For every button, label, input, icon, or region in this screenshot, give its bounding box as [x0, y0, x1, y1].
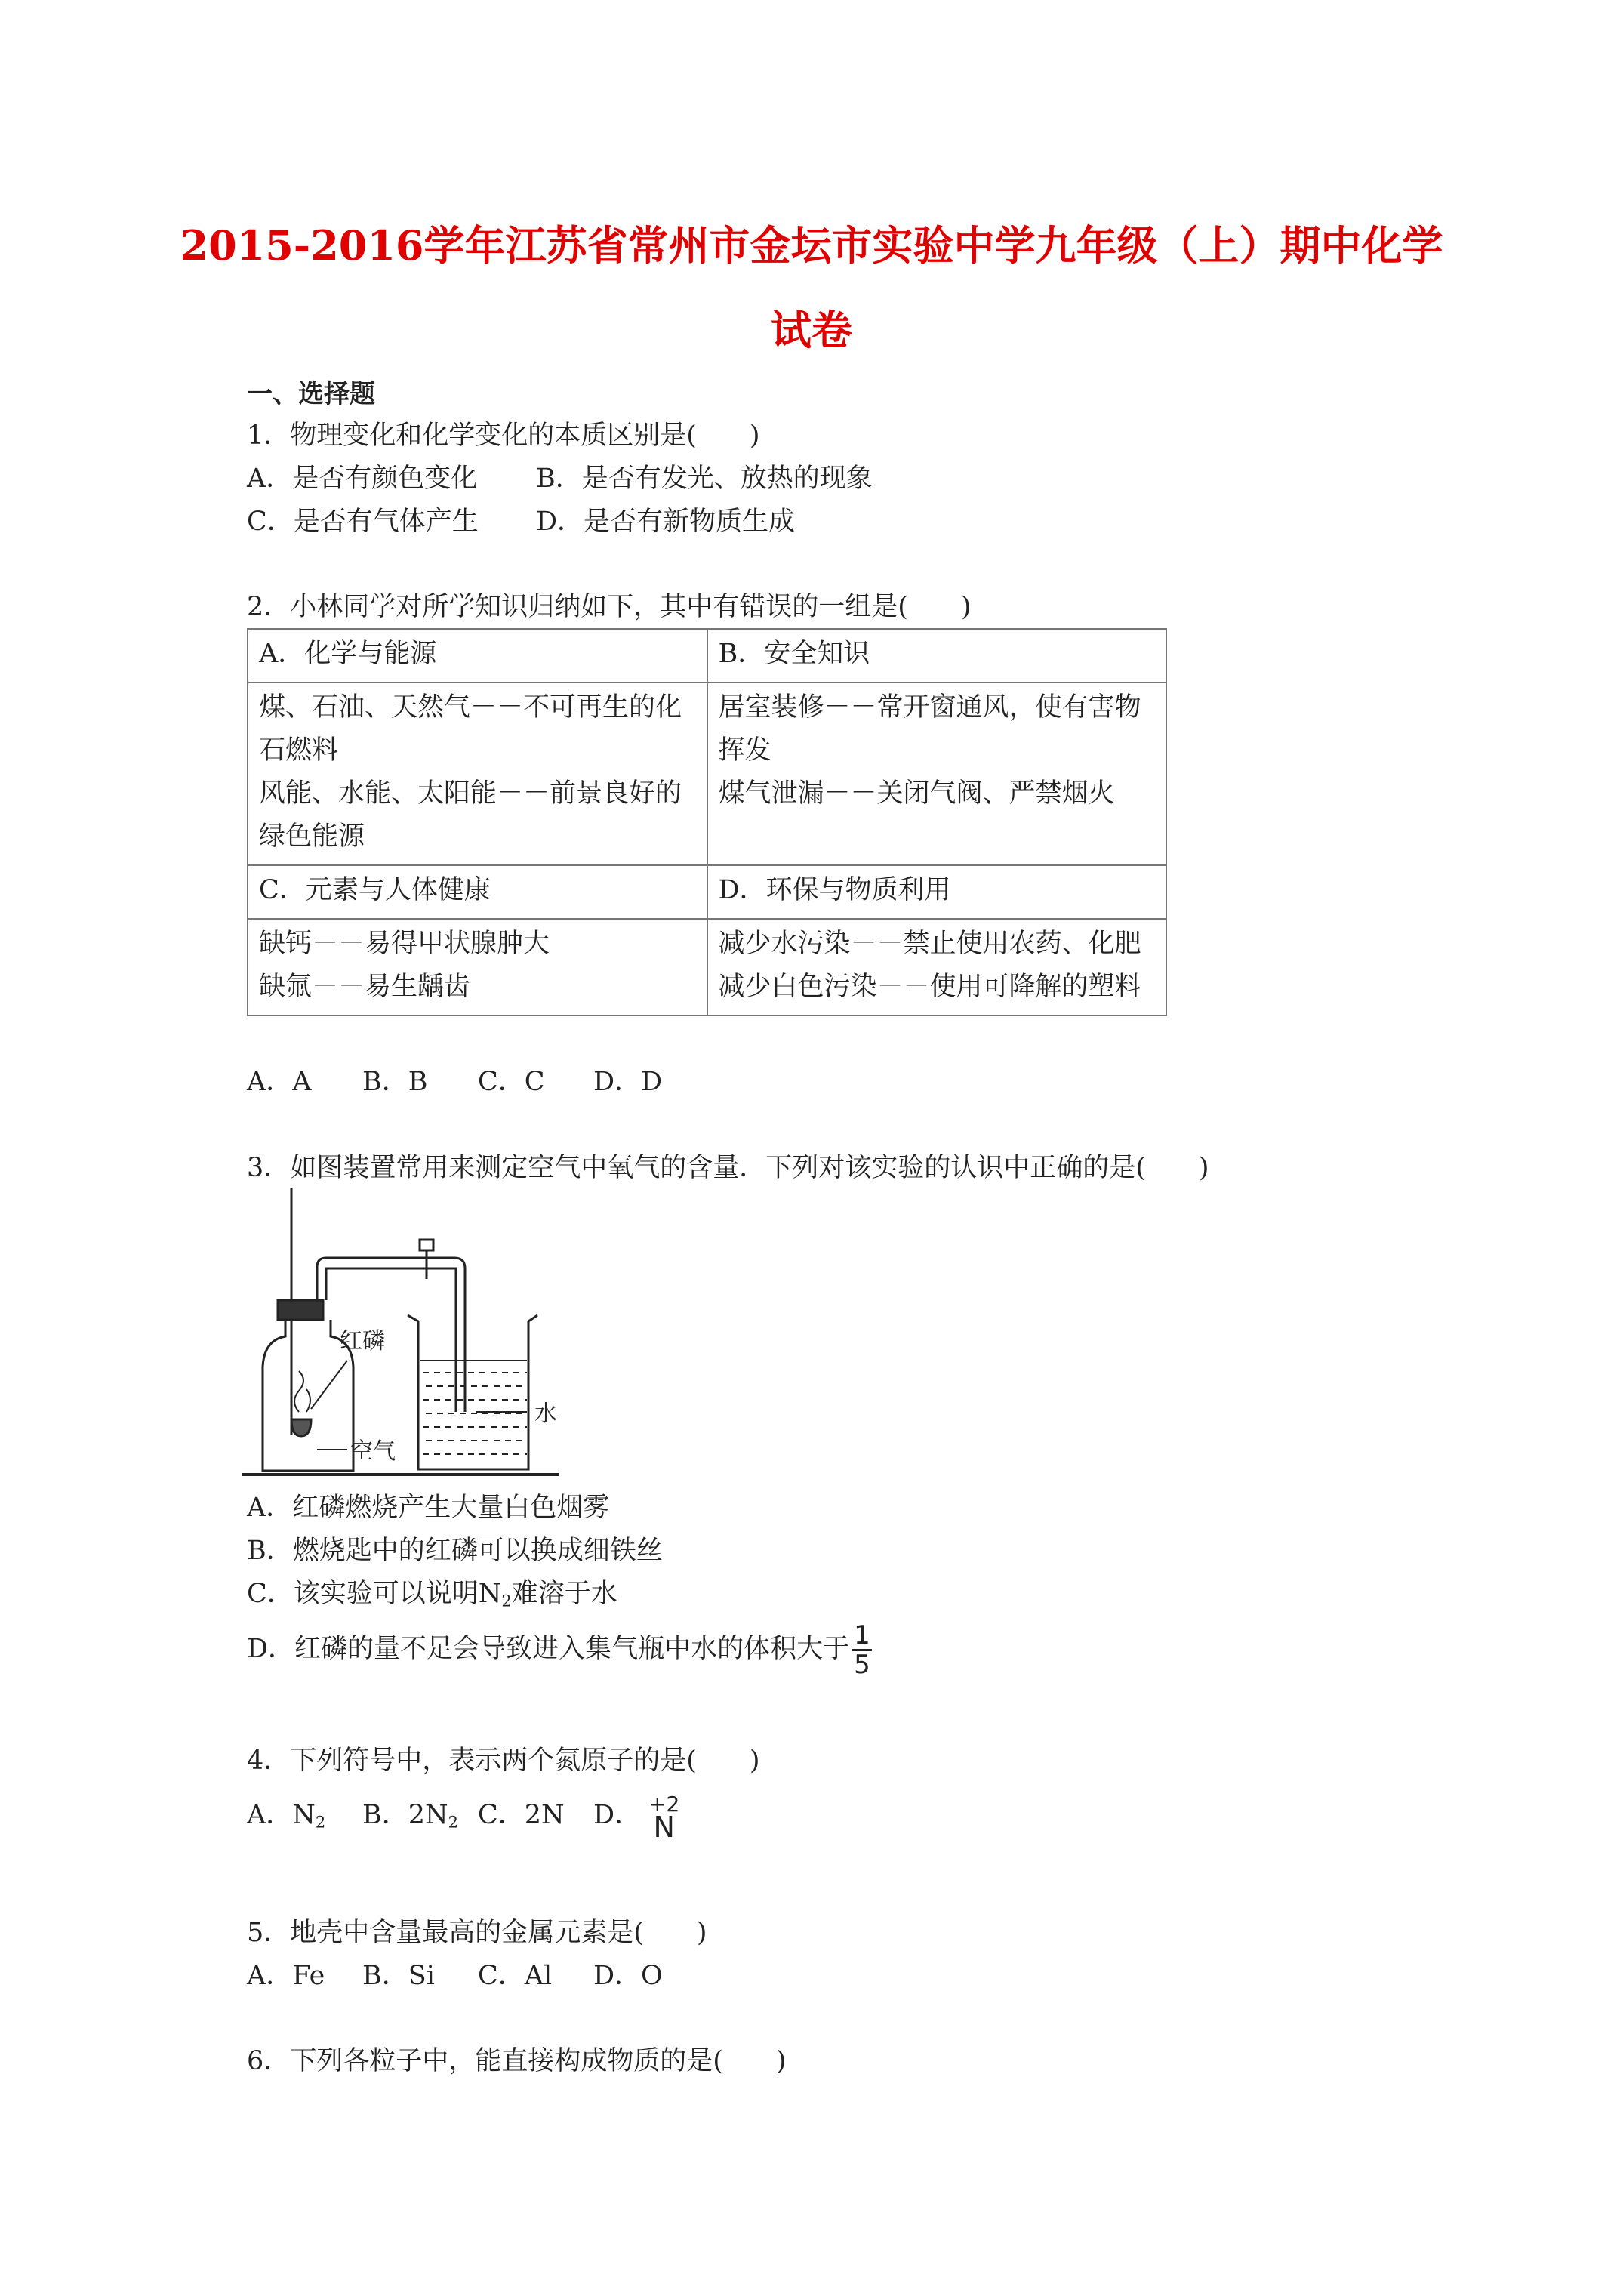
question-4-option-a-sub: 2: [315, 1812, 326, 1831]
question-4-option-d-text: D．: [593, 1799, 642, 1830]
question-4-option-a-text: A．N: [247, 1799, 316, 1830]
table-body-a-line1: 煤、石油、天然气－－不可再生的化石燃料: [259, 692, 682, 766]
question-3-option-c-post: 难溶于水: [511, 1579, 617, 1609]
combustion-spoon: [291, 1419, 311, 1436]
fraction-one-fifth: [852, 1622, 872, 1678]
question-2-option-a: A．A: [247, 1067, 312, 1097]
apparatus-diagram: [242, 1185, 559, 1480]
question-4-option-b-sub: 2: [448, 1812, 458, 1831]
valence-value: +2: [648, 1792, 680, 1817]
water-body: [423, 1373, 527, 1454]
question-3-option-d-text: D．红磷的量不足会导致进入集气瓶中水的体积大于: [247, 1634, 850, 1664]
question-4-option-a: [247, 1794, 362, 1832]
document-title-line1: 2015-2016学年江苏省常州市金坛市实验中学九年级（上）期中化学: [180, 221, 1443, 270]
table-body-b: [707, 683, 1167, 865]
question-2-option-c: C．C: [478, 1067, 545, 1097]
question-3-stem: 3．如图装置常用来测定空气中氧气的含量．下列对该实验的认识中正确的是( ): [247, 1153, 1209, 1183]
document-title-line2: 试卷: [771, 306, 852, 354]
question-1-options-row2: [247, 501, 795, 538]
label-pointer-red-p: [311, 1361, 347, 1409]
label-air: 空气: [350, 1438, 396, 1465]
question-4-options: [247, 1792, 680, 1844]
beaker: [408, 1315, 537, 1469]
question-5-option-c: C．Al: [478, 1961, 553, 1991]
label-water: 水: [534, 1401, 557, 1427]
question-5-option-b: B．Si: [362, 1961, 435, 1991]
element-symbol: N: [653, 1811, 675, 1844]
table-body-c-line1: 缺钙－－易得甲状腺肿大: [259, 929, 550, 959]
clamp-head: [420, 1240, 433, 1250]
knowledge-table: [247, 628, 1167, 1016]
table-head-d: D．环保与物质利用: [707, 865, 1167, 919]
smoke: [294, 1371, 303, 1412]
question-4-stem: 4．下列符号中，表示两个氮原子的是( ): [247, 1746, 760, 1776]
question-1-option-d: D．是否有新物质生成: [536, 507, 796, 537]
table-body-a-line2: 风能、水能、太阳能－－前景良好的绿色能源: [259, 778, 682, 852]
table-head-a: A．化学与能源: [248, 629, 707, 683]
question-2-option-b: B．B: [362, 1067, 428, 1097]
table-head-c: C．元素与人体健康: [248, 865, 707, 919]
valence-notation: [648, 1792, 680, 1844]
question-1-options-row1: [247, 458, 873, 495]
question-1-option-b: B．是否有发光、放热的现象: [536, 464, 873, 494]
question-1-option-a: A．是否有颜色变化: [247, 464, 478, 494]
question-2-options: [247, 1061, 662, 1099]
question-3-option-c-sub: 2: [501, 1592, 512, 1610]
fraction-denominator: 5: [854, 1650, 870, 1680]
table-body-c: [248, 919, 707, 1015]
table-head-b: B．安全知识: [707, 629, 1167, 683]
question-1-option-c: C．是否有气体产生: [247, 507, 479, 537]
question-6-stem: 6．下列各粒子中，能直接构成物质的是( ): [247, 2046, 787, 2076]
smoke-2: [306, 1389, 310, 1412]
table-body-b-line2: 煤气泄漏－－关闭气阀、严禁烟火: [718, 778, 1115, 809]
table-body-d-line1: 减少水污染－－禁止使用农药、化肥: [718, 929, 1141, 959]
question-2-option-d: D．D: [593, 1067, 663, 1097]
question-5-option-a: A．Fe: [247, 1961, 325, 1991]
question-5-stem: 5．地壳中含量最高的金属元素是( ): [247, 1918, 707, 1948]
question-3-option-a: A．红磷燃烧产生大量白色烟雾: [247, 1493, 610, 1523]
label-red-phosphorus: 红磷: [340, 1328, 385, 1354]
question-5-option-d: D．O: [593, 1961, 663, 1991]
table-body-a: [248, 683, 707, 865]
question-4-option-b: [362, 1794, 478, 1832]
question-3-option-b: B．燃烧匙中的红磷可以换成细铁丝: [247, 1536, 663, 1566]
fraction-numerator: 1: [854, 1620, 870, 1650]
question-2-stem: 2．小林同学对所学知识归纳如下，其中有错误的一组是( ): [247, 592, 972, 622]
stopper: [278, 1300, 323, 1320]
question-1-stem: 1．物理变化和化学变化的本质区别是( ): [247, 421, 760, 451]
question-5-options: [247, 1955, 663, 1992]
table-body-d-line2: 减少白色污染－－使用可降解的塑料: [718, 972, 1141, 1002]
question-4-option-b-text: B．2N: [362, 1799, 448, 1830]
question-3-option-d: [247, 1622, 872, 1678]
question-3-option-c-pre: C．该实验可以说明N: [247, 1579, 502, 1609]
question-4-option-c: C．2N: [478, 1799, 565, 1830]
table-body-c-line2: 缺氟－－易生龋齿: [259, 972, 471, 1002]
table-body-b-line1: 居室装修－－常开窗通风，使有害物挥发: [718, 692, 1141, 766]
question-3-option-c: [247, 1573, 617, 1610]
table-body-d: [707, 919, 1167, 1015]
question-4-option-d: [593, 1792, 680, 1844]
section-heading: 一、选择题: [247, 379, 375, 409]
